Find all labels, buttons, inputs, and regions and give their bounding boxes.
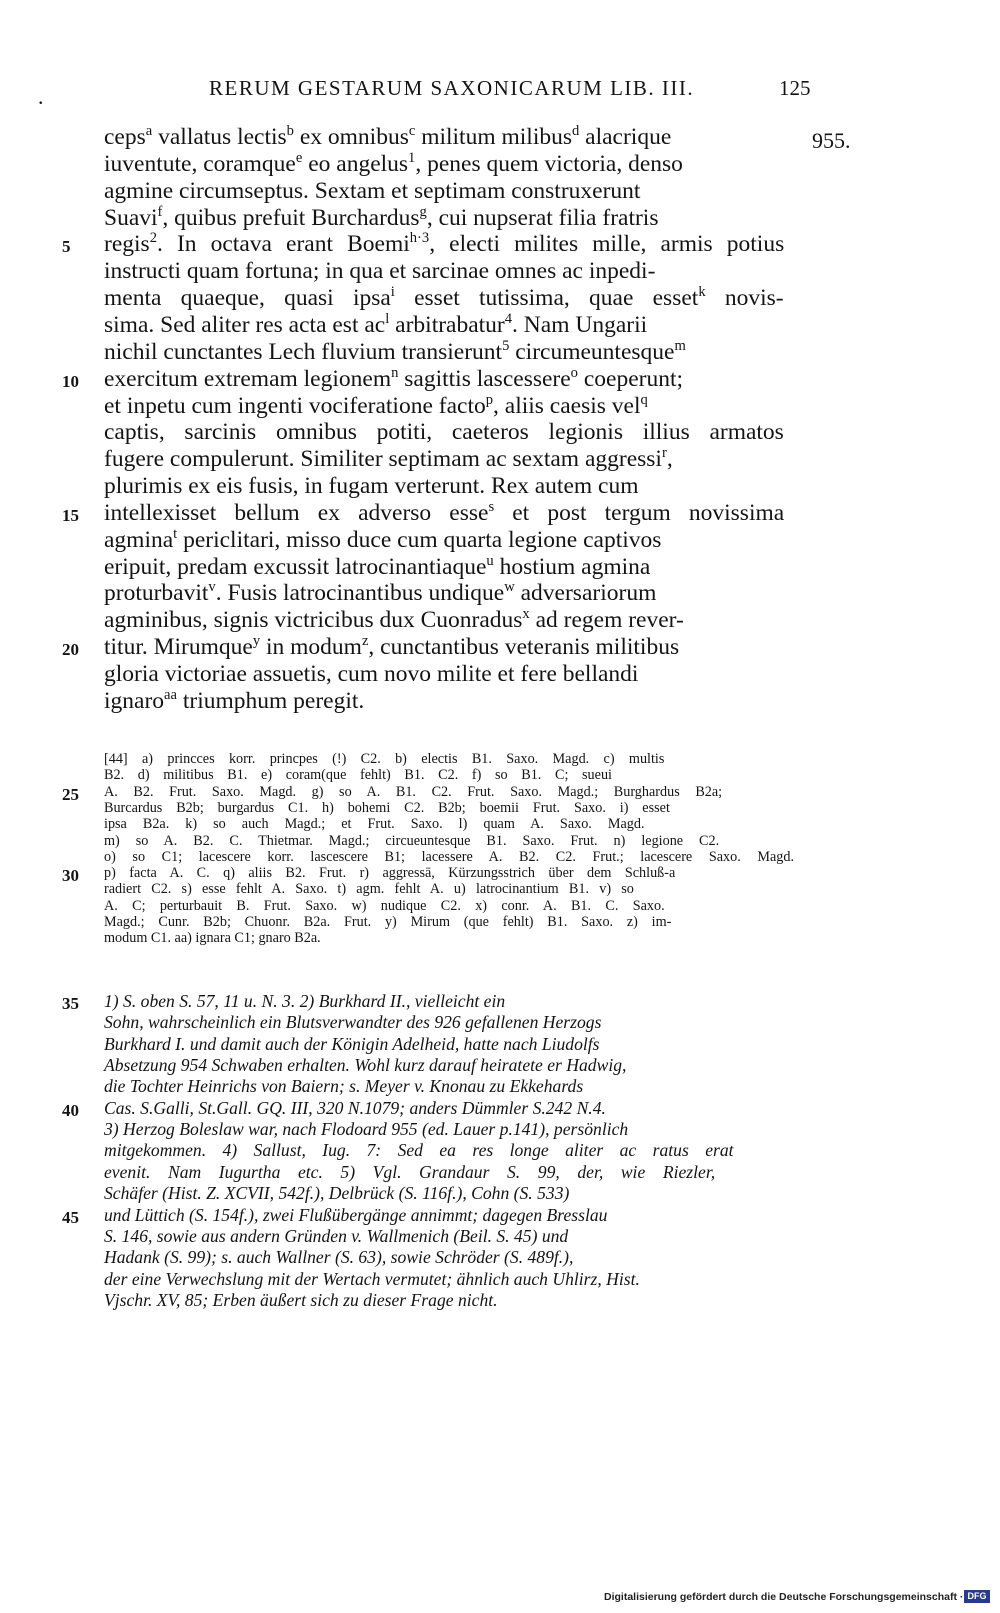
apparatus-line: Burcardus B2b; burgardus C1. h) bohemi C2. B2b; boemii Frut. Saxo. i) esset <box>104 799 670 816</box>
note-marker: t <box>173 525 178 542</box>
note-marker: e <box>295 150 303 167</box>
text-line <box>104 151 683 178</box>
note-marker: c <box>408 123 416 140</box>
text-segment: captis, sarcinis omnibus potiti, caeteros legionis illius armatos <box>104 419 784 446</box>
text-segment: titur. Mirumque <box>104 634 253 661</box>
text-segment: . Fusis latrocinantibus undique <box>215 580 505 607</box>
text-line <box>104 446 673 473</box>
note-marker: m <box>674 337 686 354</box>
note-marker: 2 <box>149 230 157 247</box>
note-line: der eine Verwechslung mit der Wertach vermutet; ähnlich auch Uhlirz, Hist. <box>104 1268 640 1289</box>
note-marker: d <box>572 123 580 140</box>
text-line <box>104 527 661 554</box>
text-segment: , aliis caesis vel <box>493 392 641 419</box>
text-segment: coeperunt; <box>577 365 684 392</box>
line-number: 5 <box>62 237 71 257</box>
dfg-credit: Digitalisierung gefördert durch die Deutsche Forschungsgemeinschaft · <box>604 1591 964 1603</box>
text-line <box>104 473 639 500</box>
note-marker: u <box>486 552 494 569</box>
text-line <box>104 393 648 420</box>
text-segment: , <box>666 446 673 473</box>
text-segment: arbitrabatur <box>389 311 505 338</box>
note-marker: y <box>252 633 261 650</box>
dfg-logo: DFG <box>964 1590 990 1603</box>
text-segment: novis- <box>705 285 784 312</box>
text-segment: eripuit, predam excussit latrocinantiaque <box>104 553 487 580</box>
text-segment: agmina <box>104 526 174 553</box>
note-marker: r <box>661 445 667 462</box>
text-line <box>104 366 683 393</box>
apparatus-line: B2. d) militibus B1. e) coram(que fehlt) B1. C2. f) so B1. C; sueui <box>104 767 612 784</box>
text-segment: intellexisset bellum ex adverso esse <box>104 499 489 526</box>
text-line <box>104 688 364 715</box>
text-segment: instructi quam fortuna; in qua et sarcinae omnes ac inpedi- <box>104 258 656 285</box>
text-segment: fugere compulerunt. Similiter septimam ac sextam aggressi <box>104 446 662 473</box>
text-segment: . Nam Ungarii <box>512 311 648 338</box>
text-segment: et inpetu cum ingenti vociferatione facto <box>104 392 486 419</box>
note-line: evenit. Nam Iugurtha etc. 5) Vgl. Grandaur S. 99, der, wie Riezler, <box>104 1161 716 1182</box>
text-segment: militum milibus <box>415 124 572 150</box>
note-line: Schäfer (Hist. Z. XCVII, 542f.), Delbrück (S. 116f.), Cohn (S. 533) <box>104 1183 570 1204</box>
note-marker: p <box>485 391 494 408</box>
text-segment: , quibus prefuit Burchardus <box>162 204 420 231</box>
text-segment: et post tergum novissima <box>494 499 785 526</box>
text-segment: periclitari, misso duce cum quarta legione captivos <box>177 526 662 553</box>
text-segment: , penes quem victoria, denso <box>415 150 683 177</box>
line-number: 10 <box>62 371 79 391</box>
note-marker: b <box>286 123 294 140</box>
text-segment: circumeuntesque <box>509 338 675 365</box>
text-segment: in modum <box>260 634 362 661</box>
note-marker: s <box>488 499 495 516</box>
text-segment: , electi milites mille, armis potius <box>429 231 785 258</box>
note-marker: h·3 <box>409 230 430 247</box>
text-line <box>104 580 656 607</box>
note-line: Sohn, wahrscheinlich ein Blutsverwandter des 926 gefallenen Herzogs <box>104 1012 602 1033</box>
note-marker: a <box>145 123 153 140</box>
note-line: Absetzung 954 Schwaben erhalten. Wohl kurz darauf heiratete er Hadwig, <box>104 1055 627 1076</box>
apparatus-line: [44] a) princces korr. princpes (!) C2. b) electis B1. Saxo. Magd. c) multis <box>104 751 665 767</box>
margin-year: 955. <box>812 128 851 153</box>
apparatus-line: A. C; perturbauit B. Frut. Saxo. w) nudique C2. x) conr. A. B1. C. Saxo. <box>104 897 665 914</box>
text-segment: sagittis lascessere <box>398 365 571 392</box>
note-line: 1) S. oben S. 57, 11 u. N. 3. 2) Burkhard II., vielleicht ein <box>104 991 506 1011</box>
line-number: 15 <box>62 505 79 525</box>
text-line <box>104 339 686 366</box>
text-line <box>104 178 640 205</box>
apparatus-line: Magd.; Cunr. B2b; Chuonr. B2a. Frut. y) Mirum (que fehlt) B1. Saxo. z) im- <box>104 914 672 930</box>
note-line: Hadank (S. 99); s. auch Wallner (S. 63), sowie Schröder (S. 489f.), <box>104 1247 574 1268</box>
note-marker: 5 <box>502 337 510 354</box>
text-segment: triumphum peregit. <box>176 687 365 714</box>
line-number: 45 <box>62 1207 79 1227</box>
text-segment: esset tutissima, quae esset <box>394 285 699 312</box>
text-segment: proturbavit <box>104 580 209 607</box>
note-line: Vjschr. XV, 85; Erben äußert sich zu dieser Frage nicht. <box>104 1289 498 1310</box>
text-segment: ceps <box>104 124 146 150</box>
line-number: 30 <box>62 866 79 886</box>
note-line: Burkhard I. und damit auch der Königin Adelheid, hatte nach Liudolfs <box>104 1033 600 1054</box>
apparatus-line: modum C1. aa) ignara C1; gnaro B2a. <box>104 930 321 947</box>
text-segment: , cui nupserat filia fratris <box>426 204 659 231</box>
header-mark: . <box>38 84 44 109</box>
text-segment: vallatus lectis <box>152 124 287 150</box>
note-marker: v <box>208 579 216 596</box>
text-segment: agminibus, signis victricibus dux Cuonradus <box>104 607 523 634</box>
text-segment: plurimis ex eis fusis, in fugam verterunt. Rex autem cum <box>104 473 639 500</box>
note-line: Cas. S.Galli, St.Gall. GQ. III, 320 N.1079; anders Dümmler S.242 N.4. <box>104 1097 606 1118</box>
note-marker: n <box>391 364 399 381</box>
apparatus-line: ipsa B2a. k) so auch Magd.; et Frut. Saxo. l) quam A. Saxo. Magd. <box>104 816 645 833</box>
line-number: 40 <box>62 1100 79 1120</box>
text-segment: ex omnibus <box>293 124 409 150</box>
text-segment: . In octava erant Boemi <box>156 231 410 258</box>
text-segment: iuventute, coramque <box>104 150 296 177</box>
text-segment: ad regem rever- <box>529 607 684 634</box>
text-segment: , cunctantibus veteranis militibus <box>368 634 680 661</box>
text-segment: eo angelus <box>302 150 409 177</box>
text-line <box>104 661 638 688</box>
note-line: mitgekommen. 4) Sallust, Iug. 7: Sed ea res longe aliter ac ratus erat <box>104 1140 734 1161</box>
text-line <box>104 607 684 634</box>
text-line <box>104 312 647 339</box>
note-marker: x <box>522 606 530 623</box>
text-segment: ignaro <box>104 687 165 714</box>
text-segment: exercitum extremam legionem <box>104 365 392 392</box>
note-marker: w <box>504 579 515 596</box>
note-line: S. 146, sowie aus andern Gründen v. Wallmenich (Beil. S. 45) und <box>104 1225 569 1246</box>
apparatus-line: radiert C2. s) esse fehlt A. Saxo. t) agm. fehlt A. u) latrocinantium B1. v) so <box>104 881 634 898</box>
text-line <box>104 285 784 312</box>
text-segment: alacrique <box>579 124 672 150</box>
note-marker: aa <box>164 687 177 704</box>
text-segment: regis <box>104 231 150 258</box>
apparatus-line: A. B2. Frut. Saxo. Magd. g) so A. B1. C2. Frut. Saxo. Magd.; Burghardus B2a; <box>104 783 723 800</box>
line-number: 20 <box>62 640 79 660</box>
note-marker: k <box>698 284 706 301</box>
line-number: 25 <box>62 784 79 804</box>
text-segment: menta quaeque, quasi ipsa <box>104 285 391 312</box>
note-marker: q <box>640 391 648 408</box>
note-marker: o <box>570 364 578 381</box>
text-segment: Suavi <box>104 204 158 231</box>
text-segment: gloria victoriae assuetis, cum novo milite et fere bellandi <box>104 661 639 687</box>
text-line <box>104 124 671 151</box>
text-line <box>104 634 679 661</box>
note-marker: 4 <box>504 311 513 328</box>
text-line <box>104 258 655 285</box>
note-marker: i <box>390 284 395 301</box>
note-line: und Lüttich (S. 154f.), zwei Flußübergänge annimmt; dagegen Bresslau <box>104 1204 608 1225</box>
note-line: die Tochter Heinrichs von Baiern; s. Meyer v. Knonau zu Ekkehards <box>104 1076 584 1097</box>
text-line <box>104 231 784 258</box>
note-marker: g <box>419 203 427 220</box>
note-marker: f <box>157 203 163 220</box>
text-line <box>104 419 784 446</box>
text-segment: nichil cunctantes Lech fluvium transierunt <box>104 338 503 365</box>
page-number: 125 <box>779 76 811 100</box>
text-segment: sima. Sed aliter res acta est ac <box>104 311 386 338</box>
text-line <box>104 554 650 581</box>
note-marker: z <box>361 633 369 650</box>
text-line <box>104 500 784 527</box>
text-line <box>104 205 658 232</box>
apparatus-line: o) so C1; lacescere korr. lascescere B1; lacessere A. B2. C2. Frut.; lacescere Saxo. Magd. <box>104 848 795 865</box>
text-segment: adversariorum <box>514 580 657 607</box>
running-title: RERUM GESTARUM SAXONICARUM LIB. III. <box>209 76 695 100</box>
apparatus-line: p) facta A. C. q) aliis B2. Frut. r) aggressā, Kürzungsstrich über dem Schluß-a <box>104 865 676 882</box>
apparatus-line: m) so A. B2. C. Thietmar. Magd.; circueuntesque B1. Saxo. Frut. n) legione C2. <box>104 832 720 849</box>
text-segment: hostium agmina <box>493 553 651 580</box>
note-line: 3) Herzog Boleslaw war, nach Flodoard 955 (ed. Lauer p.141), persönlich <box>104 1119 629 1140</box>
note-marker: 1 <box>408 150 416 167</box>
text-segment: agmine circumseptus. Sextam et septimam construxerunt <box>104 177 641 204</box>
line-number: 35 <box>62 994 79 1013</box>
note-marker: l <box>385 311 390 328</box>
